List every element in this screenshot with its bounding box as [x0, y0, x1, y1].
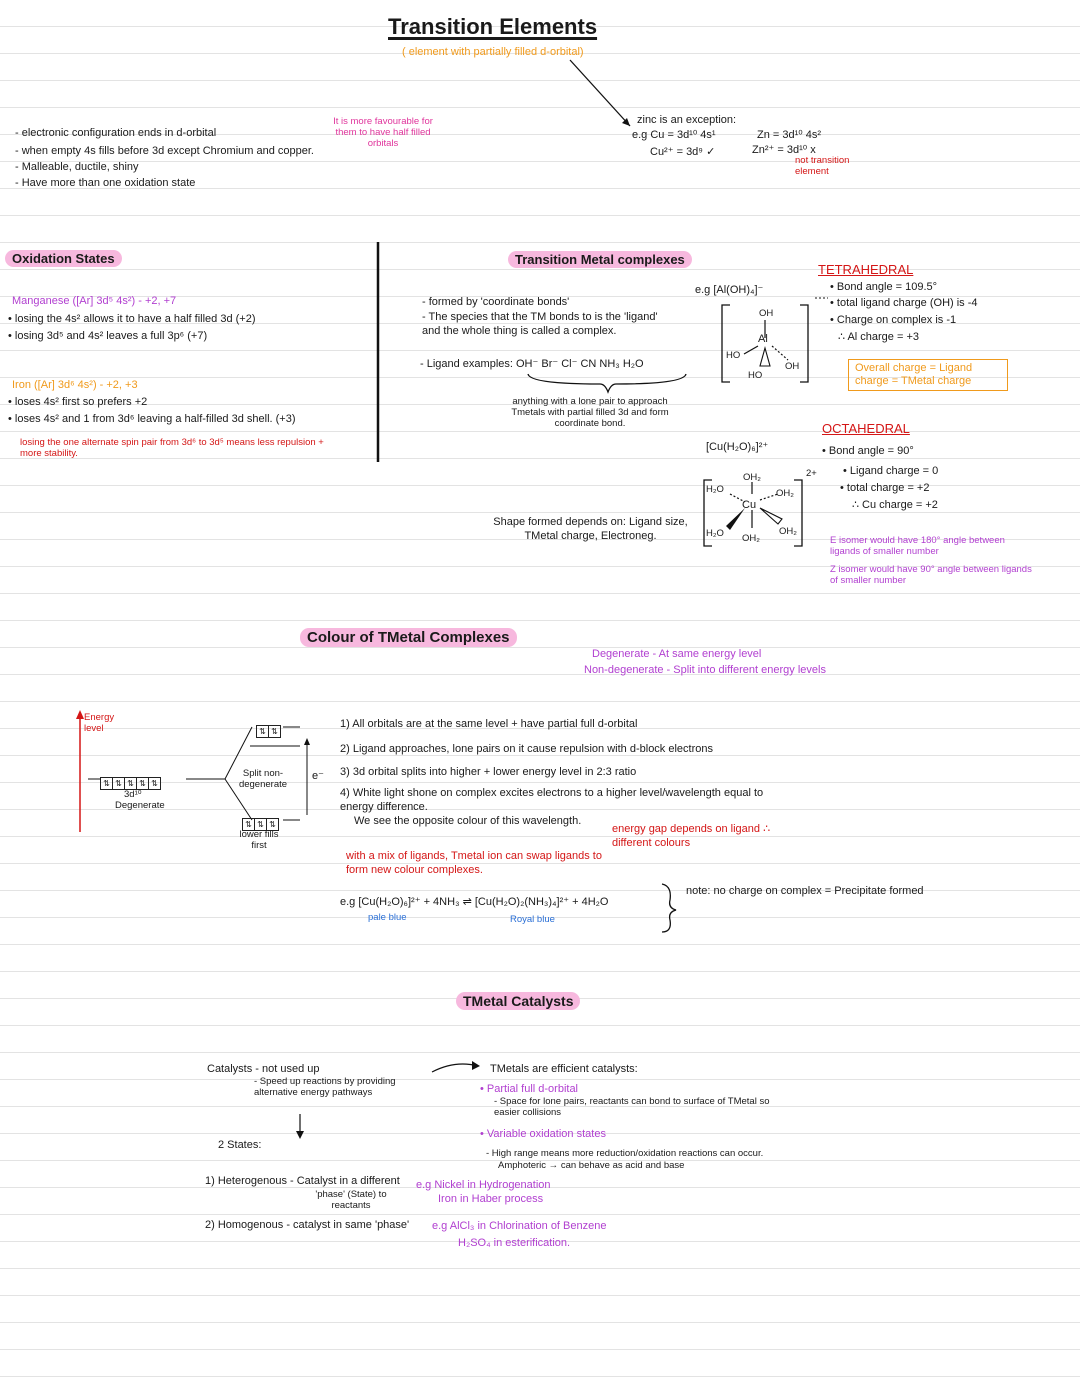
- tetra-bullet-1: • Bond angle = 109.5°: [830, 281, 938, 293]
- complexes-bullet-3: - Ligand examples: OH⁻ Br⁻ Cl⁻ CN NH₃ H₂O: [420, 358, 644, 370]
- step-2: 2) Ligand approaches, lone pairs on it cause repulsion with d-block electrons: [340, 743, 713, 755]
- energy-gap-note: energy gap depends on ligand ∴ different colours: [612, 823, 771, 849]
- catalysts-line-1: Catalysts - not used up: [207, 1063, 320, 1075]
- cu-formula: [Cu(H₂O)₆]²⁺: [706, 441, 769, 453]
- favourable-note: It is more favourable for them to have half filled orbitals: [333, 116, 433, 149]
- degenerate-orbitals: ⇅ ⇅ ⇅ ⇅ ⇅: [100, 773, 160, 791]
- efficient-catalysts: TMetals are efficient catalysts:: [490, 1063, 638, 1075]
- tetra-bullet-2: • total ligand charge (OH) is -4: [830, 297, 978, 309]
- variable-sub-2: Amphoteric → can behave as acid and base: [498, 1160, 685, 1171]
- fe-bullet-2: • loses 4s² and 1 from 3d⁶ leaving a half-filled 3d shell. (+3): [8, 413, 296, 425]
- zn-note: not transition element: [795, 155, 850, 177]
- heterogenous-line-1: 1) Heterogenous - Catalyst in a different: [205, 1175, 400, 1187]
- zinc-exception: zinc is an exception:: [637, 114, 737, 126]
- hetero-example-2: Iron in Haber process: [438, 1193, 544, 1205]
- electron-label: e⁻: [312, 770, 324, 782]
- step-4b: We see the opposite colour of this wavelength.: [354, 815, 582, 827]
- shape-note: Shape formed depends on: Ligand size, TMetal charge, Electroneg.: [493, 516, 688, 542]
- non-degenerate-def: Non-degenerate - Split into different energy levels: [584, 664, 826, 676]
- manganese-line: Manganese ([Ar] 3d⁵ 4s²) - +2, +7: [12, 295, 177, 307]
- partial-orbital: • Partial full d-orbital: [480, 1083, 579, 1095]
- octa-bullet-3: • total charge = +2: [840, 482, 930, 494]
- e-isomer-note: E isomer would have 180° angle between ligands of smaller number: [830, 535, 1005, 557]
- homo-example-1: e.g AlCl₃ in Chlorination of Benzene: [432, 1220, 607, 1232]
- octa-heading: OCTAHEDRAL: [822, 421, 910, 436]
- overall-charge-box: Overall charge = Ligand charge = TMetal charge: [848, 359, 1008, 391]
- tetra-bullet-3: • Charge on complex is -1: [830, 314, 957, 326]
- anything-note: anything with a lone pair to approach Tmetals with partial filled 3d and form coordinate bond.: [511, 396, 669, 429]
- page-title: Transition Elements: [388, 14, 598, 39]
- upper-orbitals: ⇅ ⇅: [256, 721, 280, 739]
- degenerate-label: Degenerate: [115, 800, 165, 811]
- catalysis-heading: TMetal Catalysts: [456, 992, 580, 1010]
- oxidation-heading: Oxidation States: [5, 250, 122, 267]
- step-3: 3) 3d orbital splits into higher + lower energy level in 2:3 ratio: [340, 766, 637, 778]
- mix-ligands-note: with a mix of ligands, Tmetal ion can swap ligands to form new colour complexes.: [346, 850, 602, 876]
- cu-config: e.g Cu = 3d¹⁰ 4s¹: [632, 129, 716, 141]
- mn-bullet-1: • losing the 4s² allows it to have a half filled 3d (+2): [8, 313, 256, 325]
- cu-ion: Cu²⁺ = 3d⁹ ✓: [650, 146, 716, 158]
- variable-sub-1: - High range means more reduction/oxidation reactions can occur.: [486, 1148, 764, 1159]
- zn-config: Zn = 3d¹⁰ 4s²: [757, 129, 822, 141]
- 3d-label: 3d¹⁰: [124, 789, 142, 800]
- homogenous-line: 2) Homogenous - catalyst in same 'phase': [205, 1219, 410, 1231]
- iron-line: Iron ([Ar] 3d⁶ 4s²) - +2, +3: [12, 379, 138, 391]
- octa-bullet-1: • Bond angle = 90°: [822, 445, 914, 457]
- homo-example-2: H₂SO₄ in esterification.: [458, 1237, 571, 1249]
- equation: e.g [Cu(H₂O)₆]²⁺ + 4NH₃ ⇌ [Cu(H₂O)₂(NH₃)₄]²⁺ + 4H₂O: [340, 896, 609, 908]
- al-formula: e.g [Al(OH)₄]⁻: [695, 284, 764, 296]
- lower-orbitals: ⇅ ⇅ ⇅: [242, 814, 278, 832]
- two-states: 2 States:: [218, 1139, 262, 1151]
- royal-blue-label: Royal blue: [510, 914, 555, 925]
- split-label: Split non-degenerate: [238, 768, 288, 790]
- intro-bullet-3: - Malleable, ductile, shiny: [15, 161, 139, 173]
- octa-bullet-4: ∴ Cu charge = +2: [852, 499, 938, 511]
- fe-note: losing the one alternate spin pair from 3d⁶ to 3d⁵ means less repulsion + more stability.: [20, 437, 324, 459]
- complexes-heading: Transition Metal complexes: [508, 251, 692, 268]
- intro-bullet-1: - electronic configuration ends in d-orbital: [15, 127, 217, 139]
- subtitle: ( element with partially filled d-orbital): [402, 46, 584, 58]
- complexes-bullet-2: - The species that the TM bonds to is the 'ligand' and the whole thing is called a complex.: [422, 311, 658, 337]
- step-4: 4) White light shone on complex excites electrons to a higher level/wavelength equal to energy difference.: [340, 787, 764, 813]
- tetra-bullet-4: ∴ Al charge = +3: [838, 331, 919, 343]
- complexes-bullet-1: - formed by 'coordinate bonds': [422, 296, 570, 308]
- fe-bullet-1: • loses 4s² first so prefers +2: [8, 396, 148, 408]
- step-1: 1) All orbitals are at the same level + have partial full d-orbital: [340, 718, 638, 730]
- partial-orbital-sub: - Space for lone pairs, reactants can bond to surface of TMetal so easier collisions: [494, 1096, 770, 1118]
- lower-fills-label: lower fills first: [239, 829, 279, 851]
- intro-bullet-2: - when empty 4s fills before 3d except Chromium and copper.: [15, 145, 314, 157]
- degenerate-def: Degenerate - At same energy level: [592, 648, 762, 660]
- energy-level-label: Energy level: [84, 712, 115, 734]
- pale-blue-label: pale blue: [368, 912, 407, 923]
- tetra-heading: TETRAHEDRAL: [818, 262, 914, 277]
- colour-heading: Colour of TMetal Complexes: [300, 628, 517, 647]
- heterogenous-line-2: 'phase' (State) to reactants: [315, 1189, 387, 1211]
- mn-bullet-2: • losing 3d⁵ and 4s² leaves a full 3p⁶ (+7): [8, 330, 208, 342]
- z-isomer-note: Z isomer would have 90° angle between ligands of smaller number: [830, 564, 1032, 586]
- hetero-example-1: e.g Nickel in Hydrogenation: [416, 1179, 551, 1191]
- intro-bullet-4: - Have more than one oxidation state: [15, 177, 196, 189]
- zn-ion: Zn²⁺ = 3d¹⁰ x: [752, 144, 816, 156]
- precipitate-note: note: no charge on complex = Precipitate formed: [686, 885, 924, 897]
- octa-bullet-2: • Ligand charge = 0: [843, 465, 939, 477]
- catalysts-line-2: - Speed up reactions by providing alternative energy pathways: [254, 1076, 396, 1098]
- variable-oxidation: • Variable oxidation states: [480, 1128, 606, 1140]
